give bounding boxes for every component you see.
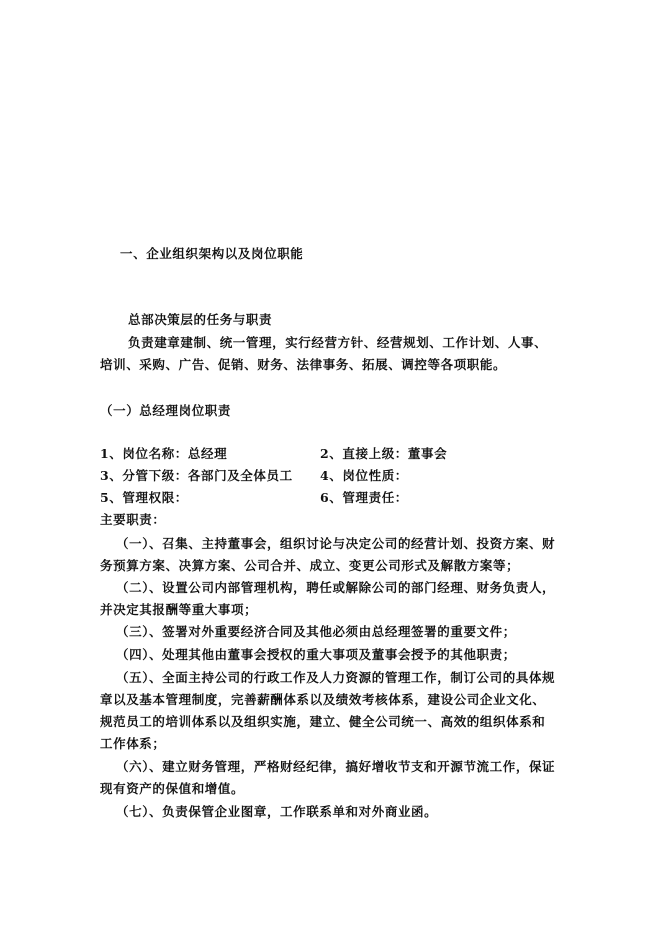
duties-label: 主要职责： <box>100 512 166 527</box>
duty-2-line-2: 并决定其报酬等重大事项； <box>100 602 258 617</box>
duty-6-line-2: 现有资产的保值和增值。 <box>100 781 245 796</box>
position-nature: 4、岗位性质： <box>320 468 408 483</box>
hq-paragraph-line-1: 负责建章建制、统一管理，实行经营方针、经营规划、工作计划、人事、 <box>128 335 548 350</box>
subordinates: 3、分管下级：各部门及全体员工 <box>100 468 293 483</box>
hq-paragraph-line-2: 培训、采购、广告、促销、财务、法律事务、拓展、调控等各项职能。 <box>100 357 507 372</box>
duty-5-line-2: 章以及基本管理制度，完善薪酬体系以及绩效考核体系，建设公司企业文化、 <box>100 692 546 707</box>
duty-5-line-4: 工作体系； <box>100 736 166 751</box>
duty-7: （七）、负责保管企业图章，工作联系单和对外商业函。 <box>116 804 438 819</box>
direct-superior: 2、直接上级：董事会 <box>320 446 448 461</box>
position-name: 1、岗位名称：总经理 <box>100 446 228 461</box>
duty-6-line-1: （六）、建立财务管理，严格财经纪律，搞好增收节支和开源节流工作，保证 <box>116 759 556 774</box>
duty-5-line-3: 规范员工的培训体系以及组织实施，建立、健全公司统一、高效的组织体系和 <box>100 714 546 729</box>
hq-heading: 总部决策层的任务与职责 <box>128 312 273 327</box>
duty-5-line-1: （五）、全面主持公司的行政工作及人力资源的管理工作，制订公司的具体规 <box>116 670 556 685</box>
duty-3: （三）、签署对外重要经济合同及其他必须由总经理签署的重要文件； <box>116 624 516 639</box>
management-responsibility: 6、管理责任： <box>320 490 408 505</box>
duty-4: （四）、处理其他由董事会授权的重大事项及董事会授予的其他职责； <box>116 647 516 662</box>
management-authority: 5、管理权限： <box>100 490 188 505</box>
duty-1-line-1: （一）、召集、主持董事会，组织讨论与决定公司的经营计划、投资方案、财 <box>116 536 556 551</box>
duty-2-line-1: （二）、设置公司内部管理机构，聘任或解除公司的部门经理、财务负责人， <box>116 580 556 595</box>
gm-section-title: （一）总经理岗位职责 <box>100 403 232 418</box>
section-title: 一、企业组织架构以及岗位职能 <box>120 246 304 261</box>
duty-1-line-2: 务预算方案、决算方案、公司合并、成立、变更公司形式及解散方案等； <box>100 558 520 573</box>
